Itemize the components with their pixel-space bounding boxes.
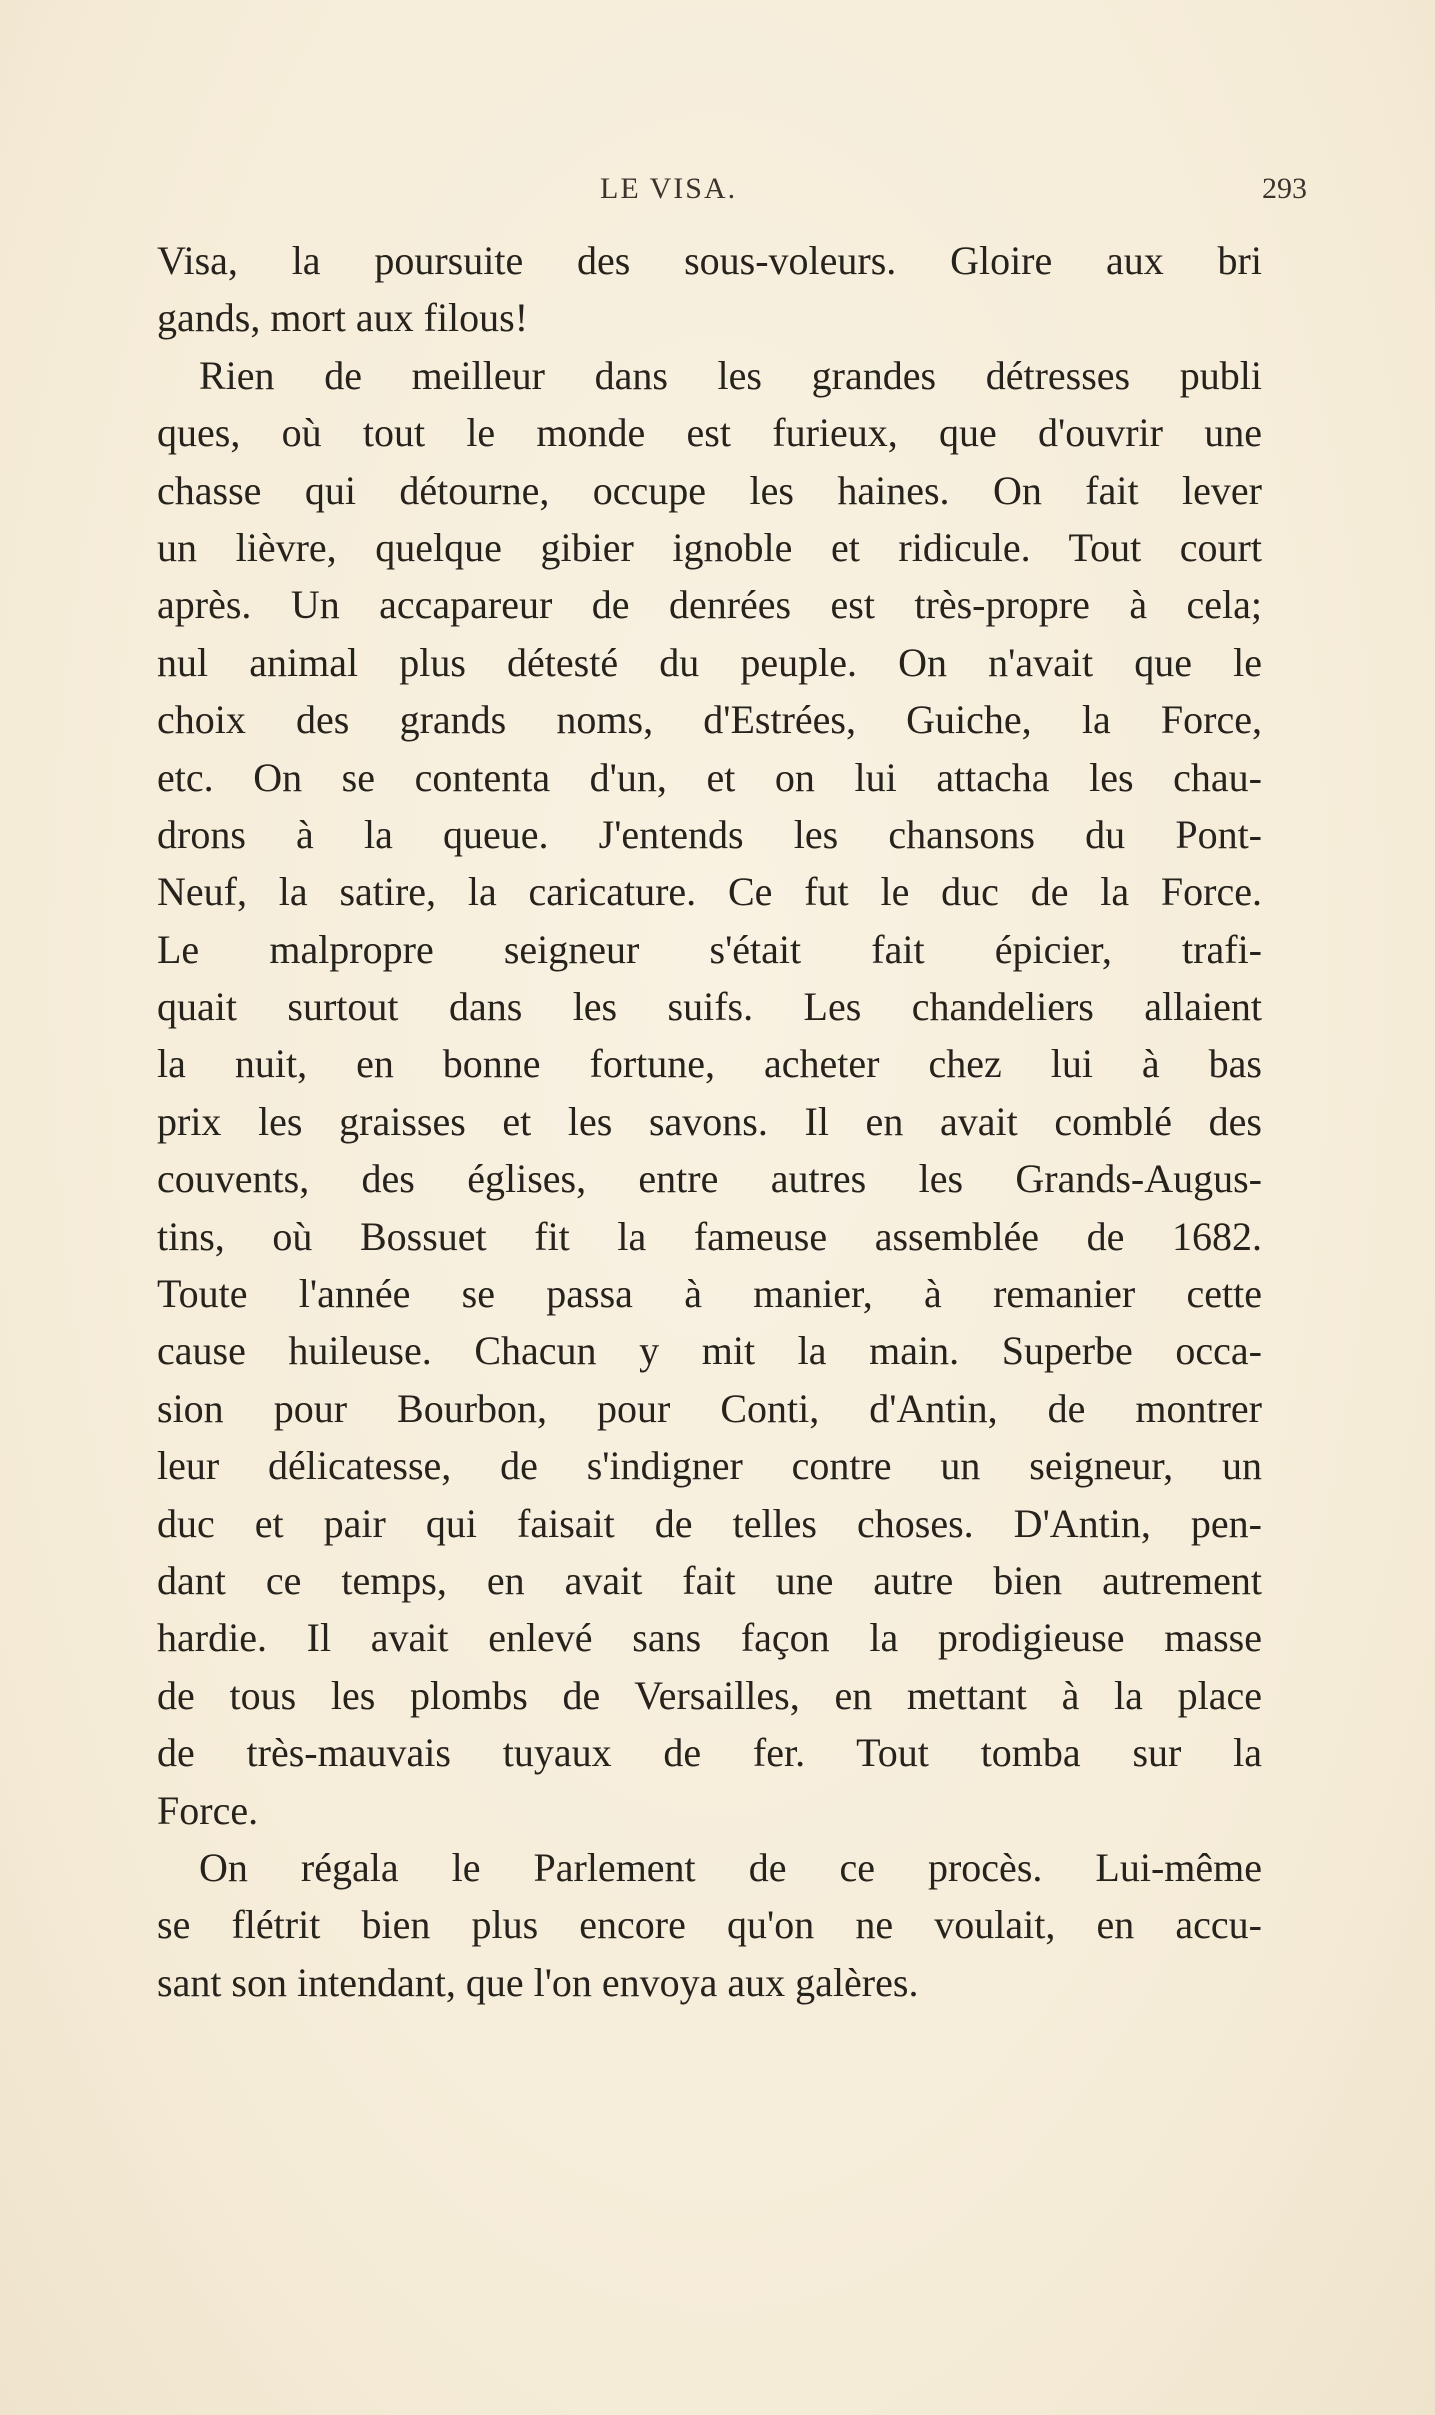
text-line: sant son intendant, que l'on envoya aux galères. xyxy=(157,1959,919,2005)
text-line: drons à la queue. J'entends les chansons du Pont- xyxy=(157,811,1262,857)
text-line: Visa, la poursuite des sous-voleurs. Gloire aux bri xyxy=(157,238,1262,283)
text-line: se flétrit bien plus encore qu'on ne voulait, en accu- xyxy=(157,1902,1262,1948)
text-line: la nuit, en bonne fortune, acheter chez lui à bas xyxy=(157,1041,1262,1087)
text-line: couvents, des églises, entre autres les Grands-Augus- xyxy=(157,1156,1262,1202)
running-head xyxy=(0,172,1435,222)
text-line: duc et pair qui faisait de telles choses. D'Antin, pen- xyxy=(157,1500,1262,1546)
text-line: quait surtout dans les suifs. Les chandeliers allaient xyxy=(157,984,1262,1030)
text-line: sion pour Bourbon, pour Conti, d'Antin, de montrer xyxy=(157,1385,1262,1431)
text-line: Toute l'année se passa à manier, à remanier cette xyxy=(157,1271,1262,1317)
text-line: après. Un accapareur de denrées est très-propre à cela; xyxy=(157,582,1262,628)
text-line: de tous les plombs de Versailles, en mettant à la place xyxy=(157,1672,1262,1718)
text-line: de très-mauvais tuyaux de fer. Tout tomba sur la xyxy=(157,1730,1262,1776)
text-line: Neuf, la satire, la caricature. Ce fut le duc de la Force. xyxy=(157,869,1262,915)
text-line: nul animal plus détesté du peuple. On n'avait que le xyxy=(157,639,1262,685)
text-line: Force. xyxy=(157,1787,259,1833)
text-line: chasse qui détourne, occupe les haines. On fait lever xyxy=(157,467,1262,513)
text-line: Le malpropre seigneur s'était fait épicier, trafi- xyxy=(157,926,1262,972)
text-line: dant ce temps, en avait fait une autre bien autrement xyxy=(157,1557,1262,1603)
text-line: un lièvre, quelque gibier ignoble et ridicule. Tout court xyxy=(157,524,1262,570)
text-line: leur délicatesse, de s'indigner contre un seigneur, un xyxy=(157,1443,1262,1489)
text-line: etc. On se contenta d'un, et on lui attacha les chau- xyxy=(157,754,1262,800)
chapter-title: LE VISA. xyxy=(600,172,738,205)
body-text xyxy=(157,232,1262,2011)
page-number: 293 xyxy=(1262,172,1307,205)
paragraph-start-line: On régala le Parlement de ce procès. Lui-même xyxy=(199,1844,1262,1890)
text-line: choix des grands noms, d'Estrées, Guiche, la Force, xyxy=(157,697,1262,743)
text-line: gands, mort aux filous! xyxy=(157,295,529,341)
text-line: hardie. Il avait enlevé sans façon la prodigieuse masse xyxy=(157,1615,1262,1661)
text-line: cause huileuse. Chacun y mit la main. Superbe occa- xyxy=(157,1328,1262,1374)
text-line: prix les graisses et les savons. Il en avait comblé des xyxy=(157,1098,1262,1144)
paragraph-start-line: Rien de meilleur dans les grandes détresses publi xyxy=(199,352,1262,398)
text-line: ques, où tout le monde est furieux, que d'ouvrir une xyxy=(157,410,1262,456)
text-line: tins, où Bossuet fit la fameuse assemblée de 1682. xyxy=(157,1213,1262,1259)
